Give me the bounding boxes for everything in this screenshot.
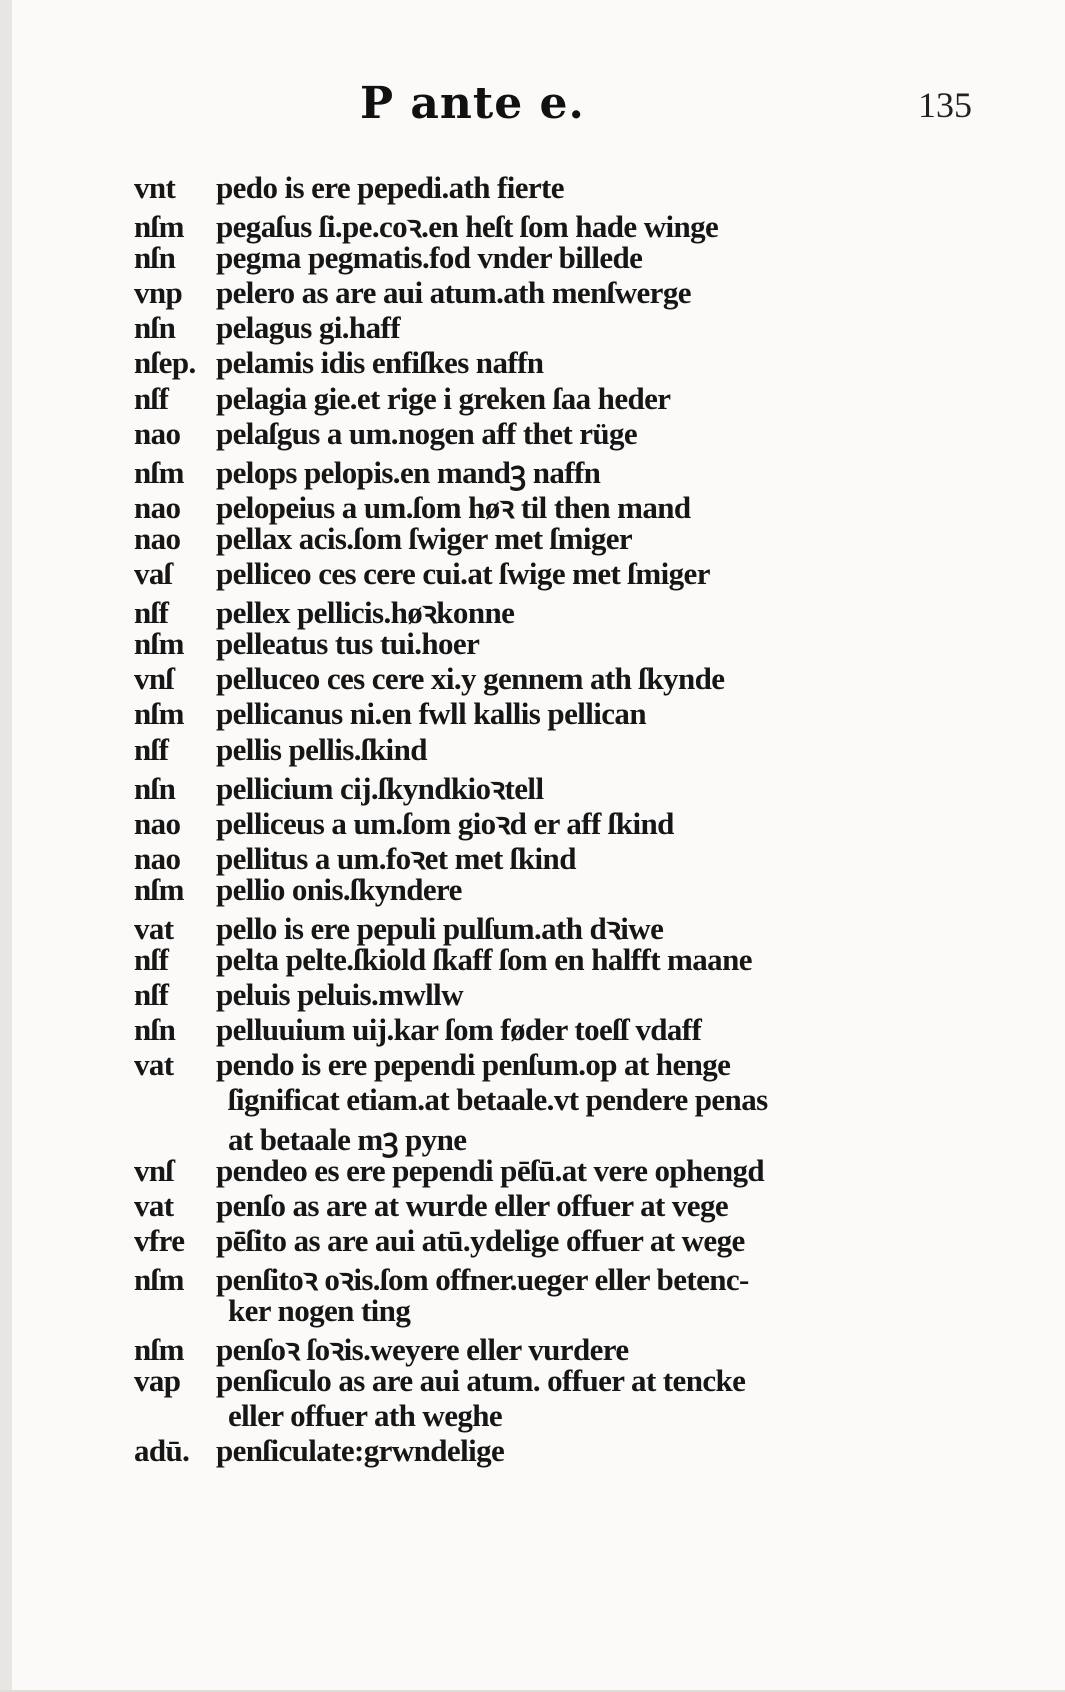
entry-text: pelero as are aui atum.ath menſwerge	[216, 275, 691, 311]
dictionary-entry	[134, 310, 1034, 345]
dictionary-entry	[134, 275, 1034, 310]
entry-text: pellax acis.ſom ſwiger met ſmiger	[216, 520, 633, 556]
entry-text: penſoꝛ ſoꝛis.weyere eller vurdere	[216, 1332, 629, 1368]
grammar-code: nſm	[134, 626, 184, 662]
grammar-code: nſm	[134, 696, 184, 732]
dictionary-entry	[134, 802, 1034, 841]
dictionary-entry	[134, 696, 1034, 731]
grammar-code: vaſ	[134, 556, 172, 592]
entry-text: penſo as are at wurde eller offuer at vege	[216, 1187, 729, 1223]
grammar-code: vat	[134, 1187, 174, 1223]
dictionary-entry	[134, 767, 1034, 806]
dictionary-entry	[134, 872, 1034, 907]
dictionary-entry	[134, 240, 1034, 275]
grammar-code: nſf	[134, 595, 169, 631]
entry-text: ker nogen ting	[228, 1293, 411, 1328]
entry-text: pelagus gi.haff	[216, 310, 400, 346]
dictionary-entry	[134, 521, 1034, 556]
grammar-code: vnt	[134, 170, 176, 205]
entry-text: pellicium cij.ſkyndkioꝛtell	[216, 770, 544, 806]
dictionary-entry	[134, 170, 1034, 205]
page-number: 135	[918, 85, 972, 125]
entry-text: pellitus a um.foꝛet met ſkind	[216, 840, 576, 876]
entry-text: pedo is ere pepedi.ath fierte	[216, 170, 564, 205]
entry-text: pelliceus a um.ſom gioꝛd er aff ſkind	[216, 805, 674, 841]
entry-text: penſiculate:grwndelige	[216, 1433, 505, 1469]
dictionary-entry	[134, 556, 1034, 591]
grammar-code: vnſ	[134, 661, 174, 697]
grammar-code: nſf	[134, 380, 169, 416]
grammar-code: nſn	[134, 310, 176, 346]
grammar-code: nao	[134, 805, 181, 841]
grammar-code: vnſ	[134, 1152, 174, 1188]
entry-text: pendo is ere pependi penſum.op at henge	[216, 1047, 731, 1083]
grammar-code: nſf	[134, 977, 169, 1013]
entry-text: pelops pelopis.en mandꝫ naffn	[216, 454, 601, 490]
grammar-code: nſm	[134, 454, 184, 490]
entry-text: pelluuium uij.kar ſom føder toeſſ vdaff	[216, 1012, 702, 1048]
dictionary-entry	[134, 1223, 1034, 1258]
entry-text: pellio onis.ſkyndere	[216, 871, 462, 907]
dictionary-entry	[134, 732, 1034, 767]
grammar-code: nſep.	[134, 345, 196, 381]
entry-text: pelamis idis enfiſkes naffn	[216, 345, 544, 381]
grammar-code: nſm	[134, 1261, 184, 1297]
entry-text: at betaale mꝫ pyne	[228, 1121, 467, 1157]
grammar-code: vnp	[134, 275, 183, 311]
entry-text: pendeo es ere pependi pēſū.at vere ophengd	[216, 1152, 765, 1188]
dictionary-entry	[134, 591, 1034, 631]
grammar-code: vfre	[134, 1222, 185, 1258]
entry-text: pelaſgus a um.nogen aff thet rüge	[216, 415, 638, 451]
dictionary-entry	[134, 1153, 1034, 1188]
grammar-code: vat	[134, 1047, 174, 1083]
grammar-code: nſn	[134, 1012, 176, 1048]
entry-text: pelagia gie.et rige i greken ſaa heder	[216, 380, 671, 416]
grammar-code: nao	[134, 415, 181, 451]
dictionary-entry	[134, 661, 1034, 696]
entry-text: penſiculo as are aui atum. offuer at tencke	[216, 1363, 746, 1399]
dictionary-entry	[134, 486, 1034, 525]
grammar-code: adū.	[134, 1433, 190, 1469]
grammar-code: nſn	[134, 240, 176, 276]
dictionary-entry	[134, 345, 1034, 380]
dictionary-entry	[134, 1047, 1034, 1082]
entry-text: pellicanus ni.en fwll kallis pellican	[216, 696, 646, 732]
dictionary-entry	[134, 942, 1034, 977]
dictionary-entry	[134, 977, 1034, 1012]
page-heading: P ante e.	[360, 78, 585, 129]
entry-text: peluis peluis.mwllw	[216, 977, 463, 1013]
grammar-code: nao	[134, 489, 181, 525]
grammar-code: nao	[134, 520, 181, 556]
entry-text: pelluceo ces cere xi.y gennem ath ſkynde	[216, 661, 725, 697]
entry-text: ſignificat etiam.at betaale.vt pendere penas	[228, 1082, 768, 1118]
entry-text: penſitoꝛ oꝛis.ſom offner.ueger eller betenc-	[216, 1261, 749, 1297]
dictionary-entry	[134, 205, 1034, 245]
grammar-code: nſm	[134, 209, 184, 245]
dictionary-entry	[134, 1188, 1034, 1223]
dictionary-entry	[134, 1258, 1034, 1297]
entry-text: pello is ere pepuli pulſum.ath dꝛiwe	[216, 910, 664, 946]
grammar-code: nao	[134, 840, 181, 876]
entry-text: pelleatus tus tui.hoer	[216, 626, 480, 662]
dictionary-entry	[134, 907, 1034, 946]
entry-text: pelliceo ces cere cui.at ſwige met ſmiger	[216, 556, 710, 592]
entry-text: pegma pegmatis.fod vnder billede	[216, 240, 643, 276]
grammar-code: nſn	[134, 770, 176, 806]
grammar-code: nſf	[134, 942, 169, 978]
dictionary-entry-continuation	[134, 1398, 1034, 1433]
entry-text: pelopeius a um.ſom høꝛ til then mand	[216, 489, 691, 525]
dictionary-entry	[134, 381, 1034, 416]
dictionary-entry	[134, 1433, 1034, 1468]
grammar-code: nſm	[134, 871, 184, 907]
dictionary-entry	[134, 1012, 1034, 1047]
grammar-code: vat	[134, 910, 174, 946]
entry-text: pellis pellis.ſkind	[216, 731, 427, 767]
entry-text: pelta pelte.ſkiold ſkaff ſom en halfft maane	[216, 942, 752, 978]
dictionary-entry	[134, 1363, 1034, 1398]
dictionary-entry-continuation	[134, 1082, 1034, 1117]
dictionary-entry	[134, 451, 1034, 490]
dictionary-entry	[134, 1328, 1034, 1368]
entry-text: eller offuer ath weghe	[228, 1398, 503, 1434]
dictionary-entry	[134, 416, 1034, 451]
entry-text: pēſito as are aui atū.ydelige offuer at wege	[216, 1222, 745, 1258]
grammar-code: nſm	[134, 1332, 184, 1368]
entry-text: pegaſus ſi.pe.coꝛ.en heſt ſom hade winge	[216, 209, 719, 245]
grammar-code: nſf	[134, 731, 169, 767]
dictionary-entry	[134, 626, 1034, 661]
entry-text: pellex pellicis.høꝛkonne	[216, 595, 515, 631]
dictionary-entries	[134, 170, 1034, 1468]
grammar-code: vap	[134, 1363, 181, 1399]
dictionary-entry-continuation	[134, 1118, 1034, 1157]
